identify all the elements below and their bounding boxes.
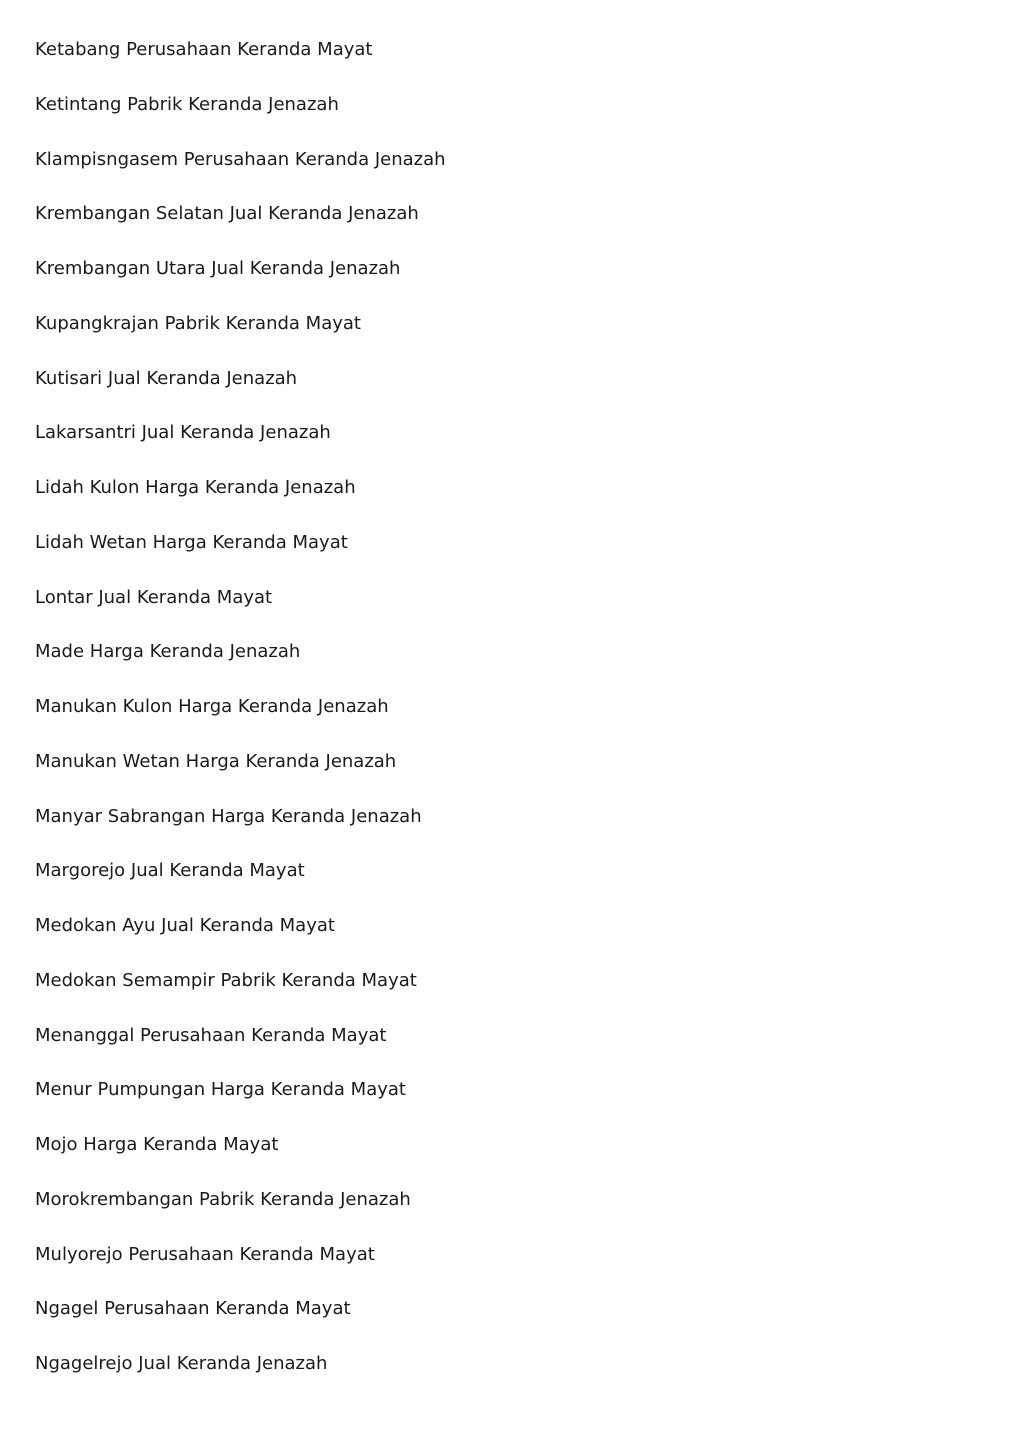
list-item-text: Krembangan Utara Jual Keranda Jenazah xyxy=(35,258,401,279)
list-item-text: Kupangkrajan Pabrik Keranda Mayat xyxy=(35,312,361,334)
list-item xyxy=(35,199,935,254)
list-item-text: Ngagelrejo Jual Keranda Jenazah xyxy=(35,1353,328,1374)
list-item xyxy=(35,309,935,364)
list-item xyxy=(35,35,935,90)
list-item xyxy=(35,1021,935,1076)
list-item-text: Menur Pumpungan Harga Keranda Mayat xyxy=(35,1079,406,1101)
list-item xyxy=(35,418,935,473)
list-item xyxy=(35,1075,935,1130)
list-item xyxy=(35,528,935,583)
list-item xyxy=(35,966,935,1021)
list-item xyxy=(35,856,935,911)
list-item xyxy=(35,1130,935,1185)
list-item xyxy=(35,911,935,966)
list-item-text: Medokan Ayu Jual Keranda Mayat xyxy=(35,915,335,936)
list-item-text: Ketintang Pabrik Keranda Jenazah xyxy=(35,93,339,115)
list-item xyxy=(35,90,935,145)
list-item xyxy=(35,473,935,528)
list-item xyxy=(35,364,935,419)
list-item xyxy=(35,802,935,857)
list-item-text: Ngagel Perusahaan Keranda Mayat xyxy=(35,1298,351,1320)
list-item xyxy=(35,1294,935,1349)
list-item xyxy=(35,1349,935,1404)
list-item-text: Mulyorejo Perusahaan Keranda Mayat xyxy=(35,1243,375,1265)
list-item xyxy=(35,637,935,692)
list-item-text: Krembangan Selatan Jual Keranda Jenazah xyxy=(35,203,419,225)
list-item-text: Mojo Harga Keranda Mayat xyxy=(35,1134,279,1155)
list-item xyxy=(35,1185,935,1240)
list-item xyxy=(35,1240,935,1295)
list-item xyxy=(35,747,935,802)
list-item-text: Manukan Wetan Harga Keranda Jenazah xyxy=(35,750,397,772)
list-item-text: Manukan Kulon Harga Keranda Jenazah xyxy=(35,696,389,717)
list-item-text: Margorejo Jual Keranda Mayat xyxy=(35,860,305,882)
list-item-text: Lakarsantri Jual Keranda Jenazah xyxy=(35,422,331,444)
list-item xyxy=(35,254,935,309)
list-item-text: Lidah Wetan Harga Keranda Mayat xyxy=(35,531,348,553)
list-item-text: Menanggal Perusahaan Keranda Mayat xyxy=(35,1024,387,1046)
list-item-text: Ketabang Perusahaan Keranda Mayat xyxy=(35,39,373,60)
list-item-text: Kutisari Jual Keranda Jenazah xyxy=(35,367,298,389)
list-item-text: Made Harga Keranda Jenazah xyxy=(35,641,301,663)
list-item-text: Manyar Sabrangan Harga Keranda Jenazah xyxy=(35,805,422,827)
list-item xyxy=(35,583,935,638)
location-list xyxy=(35,35,935,1404)
list-item-text: Morokrembangan Pabrik Keranda Jenazah xyxy=(35,1188,411,1210)
list-item-text: Lidah Kulon Harga Keranda Jenazah xyxy=(35,477,356,498)
list-item xyxy=(35,692,935,747)
list-item-text: Klampisngasem Perusahaan Keranda Jenazah xyxy=(35,148,446,170)
list-item xyxy=(35,145,935,200)
list-item-text: Medokan Semampir Pabrik Keranda Mayat xyxy=(35,969,417,991)
list-item-text: Lontar Jual Keranda Mayat xyxy=(35,586,273,608)
